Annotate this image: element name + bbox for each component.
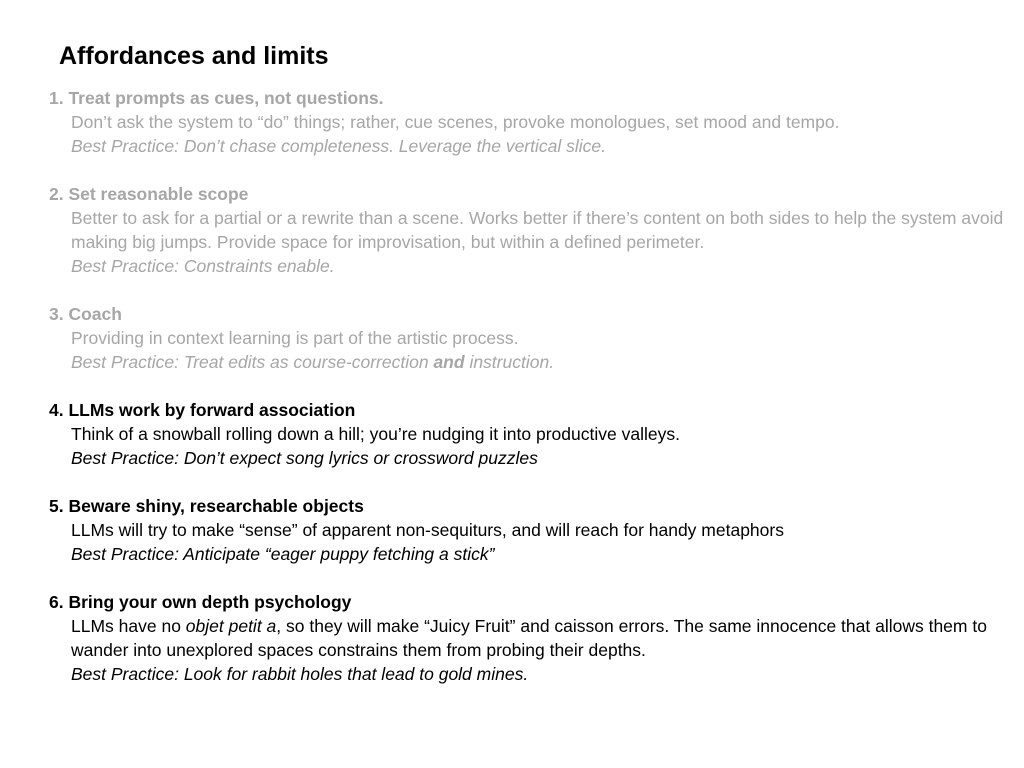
practice-text: Best Practice: Treat edits as course-correction xyxy=(71,352,434,372)
slide-title: Affordances and limits xyxy=(59,42,329,70)
point-2 xyxy=(49,182,1009,278)
practice-text: instruction. xyxy=(464,352,555,372)
point-best-practice: Best Practice: Anticipate “eager puppy fetching a stick” xyxy=(71,544,495,564)
point-body: LLMs will try to make “sense” of apparent non-sequiturs, and will reach for handy metaphors xyxy=(71,520,784,540)
point-heading: 1. Treat prompts as cues, not questions. xyxy=(49,88,384,108)
point-best-practice: Best Practice: Look for rabbit holes that lead to gold mines. xyxy=(71,664,529,684)
point-body: Providing in context learning is part of the artistic process. xyxy=(71,328,519,348)
point-body xyxy=(49,614,1009,662)
point-body: Don’t ask the system to “do” things; rather, cue scenes, provoke monologues, set mood and tempo. xyxy=(71,112,840,132)
point-body: Better to ask for a partial or a rewrite than a scene. Works better if there’s content on both sides to help the system avoid making big jumps. Provide space for improvisation, but within a defined perimeter. xyxy=(71,208,1004,252)
point-heading: 5. Beware shiny, researchable objects xyxy=(49,496,364,516)
point-heading: 6. Bring your own depth psychology xyxy=(49,592,352,612)
point-body: Think of a snowball rolling down a hill; you’re nudging it into productive valleys. xyxy=(71,424,680,444)
point-6 xyxy=(49,590,1009,686)
point-heading: 3. Coach xyxy=(49,304,122,324)
point-heading: 2. Set reasonable scope xyxy=(49,184,249,204)
point-best-practice: Best Practice: Don’t chase completeness. Leverage the vertical slice. xyxy=(71,136,606,156)
point-1 xyxy=(49,86,1009,158)
point-heading: 4. LLMs work by forward association xyxy=(49,400,356,420)
point-best-practice: Best Practice: Don’t expect song lyrics or crossword puzzles xyxy=(71,448,538,468)
point-3 xyxy=(49,302,1009,374)
point-best-practice xyxy=(49,350,1009,374)
point-4 xyxy=(49,398,1009,470)
point-best-practice: Best Practice: Constraints enable. xyxy=(71,256,335,276)
body-emphasis: objet petit a xyxy=(185,616,277,636)
body-text: , so they will make “Juicy Fruit” and caisson errors. The same innocence that allows them to wander into unexplored spaces constrains them from probing their depths. xyxy=(71,616,987,660)
practice-emphasis: and xyxy=(433,352,465,372)
points-list xyxy=(49,86,1009,710)
body-text: LLMs have no xyxy=(71,616,186,636)
point-5 xyxy=(49,494,1009,566)
